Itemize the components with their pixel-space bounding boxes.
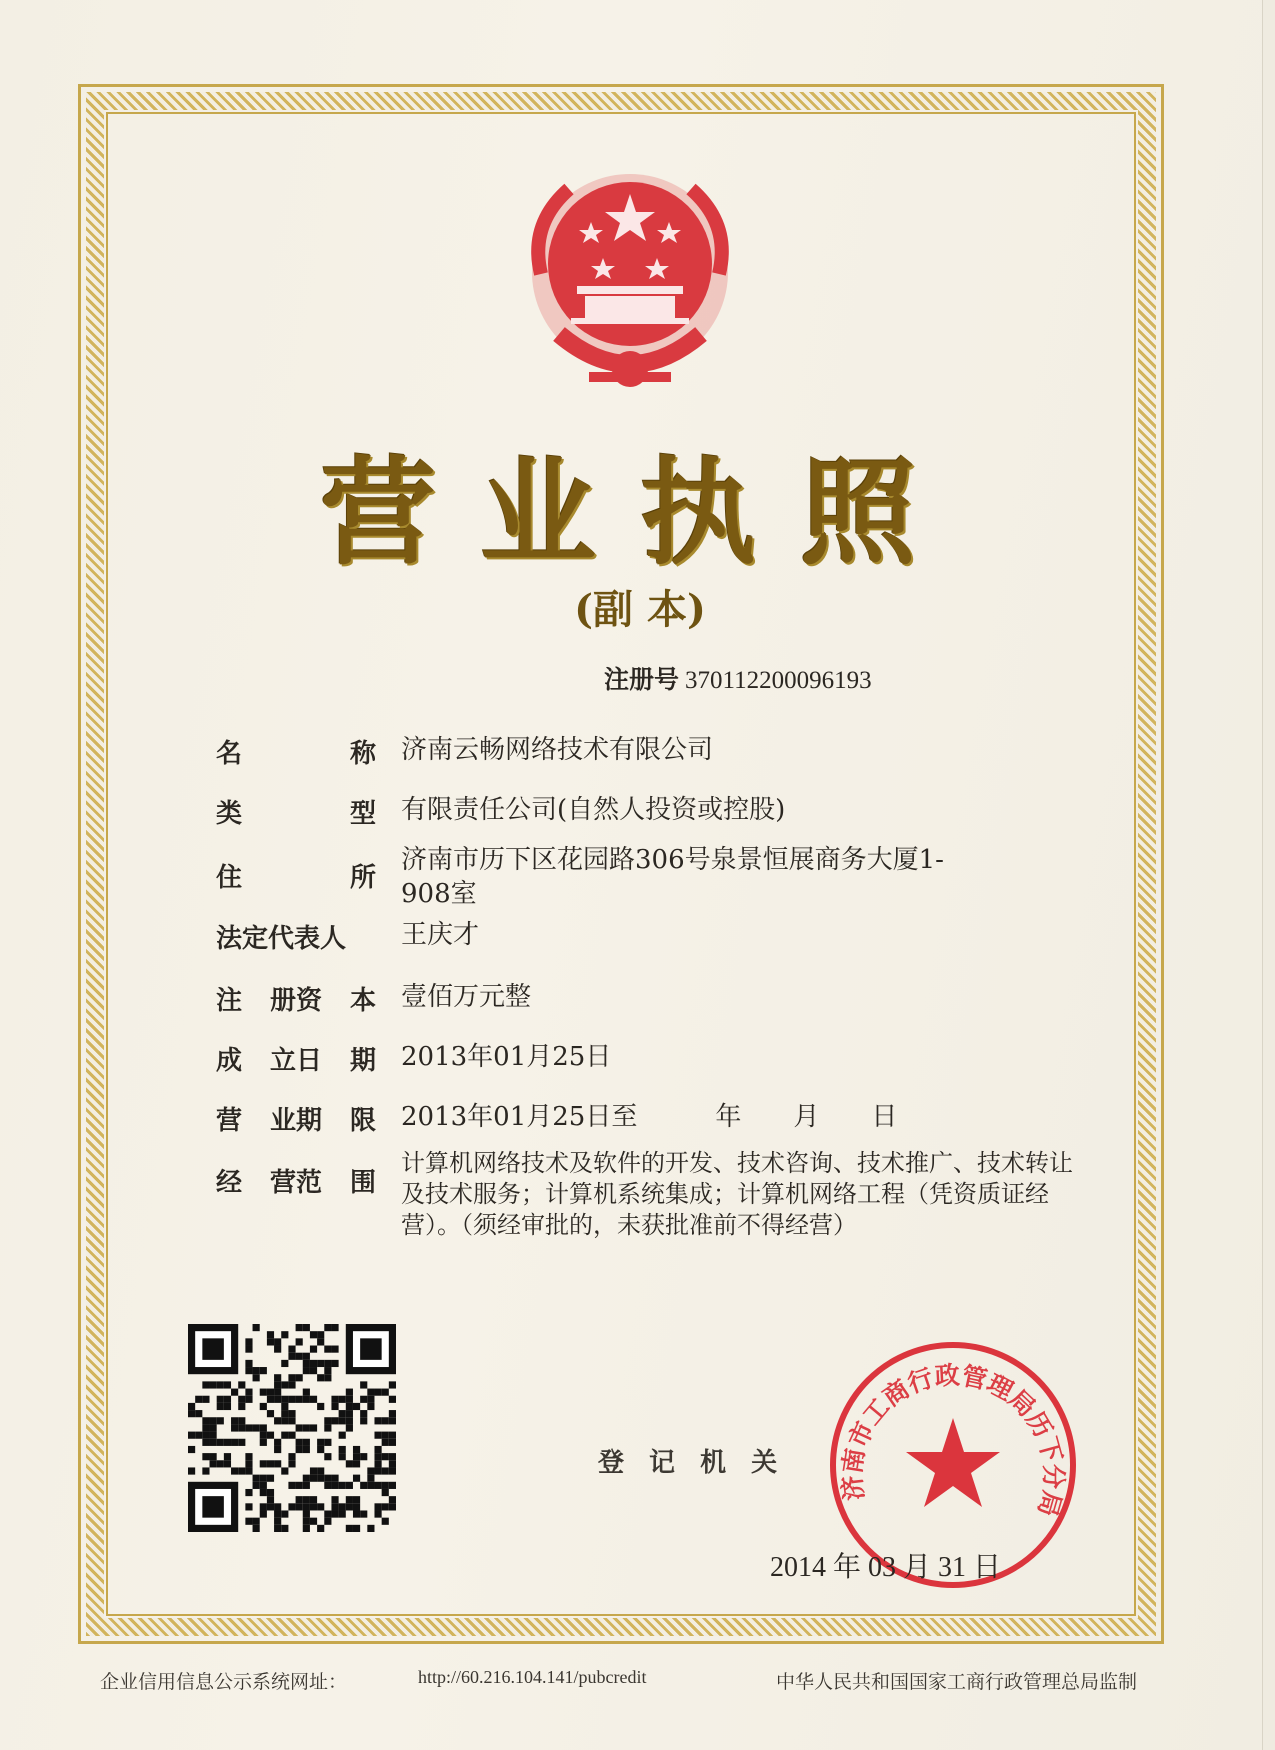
field-label: 营 业期 限 xyxy=(216,1106,376,1136)
registration-number xyxy=(604,660,872,694)
field-label: 法定代表人 xyxy=(216,924,347,954)
copy-subtitle: (副 本) xyxy=(574,586,706,633)
issue-date: 2014 年 03 月 31 日 xyxy=(770,1552,1002,1583)
footer-supervisor: 中华人民共和国国家工商行政管理总局监制 xyxy=(776,1671,1138,1693)
registration-label: 注册号 xyxy=(604,665,680,694)
seal-text: 济南市工商行政管理局历下分局 xyxy=(837,1360,1069,1520)
business-scope: 计算机网络技术及软件的开发、技术咨询、技术推广、技术转让及技术服务；计算机系统集成；计算机网络工程（凭资质证经营）。（须经审批的，未获批准前不得经营） xyxy=(401,1149,1073,1239)
registration-authority-label: 登 记 机 关 xyxy=(598,1448,786,1478)
field-label: 住 所 xyxy=(216,863,376,893)
established-date: 2013年01月25日 xyxy=(401,1042,612,1072)
business-term: 2013年01月25日至 年 月 日 xyxy=(401,1102,898,1132)
registration-value: 370112200096193 xyxy=(685,667,872,694)
page-title: 营业执照 xyxy=(320,445,960,581)
registered-capital: 壹佰万元整 xyxy=(401,982,532,1012)
footer-url[interactable]: http://60.216.104.141/pubcredit xyxy=(418,1667,647,1687)
legal-representative: 王庆才 xyxy=(401,920,480,950)
field-label: 名 称 xyxy=(216,739,376,769)
field-label: 经 营范 围 xyxy=(216,1168,376,1198)
qr-code xyxy=(188,1324,396,1532)
field-label: 类 型 xyxy=(216,799,376,829)
field-label: 注 册资 本 xyxy=(216,986,376,1016)
national-emblem-icon xyxy=(519,164,741,396)
company-type: 有限责任公司(自然人投资或控股) xyxy=(401,795,786,825)
footer-site-label: 企业信用信息公示系统网址： xyxy=(100,1671,348,1693)
company-address: 济南市历下区花园路306号泉景恒展商务大厦1-908室 xyxy=(401,845,944,909)
field-label: 成 立日 期 xyxy=(216,1046,376,1076)
company-name: 济南云畅网络技术有限公司 xyxy=(401,735,714,765)
